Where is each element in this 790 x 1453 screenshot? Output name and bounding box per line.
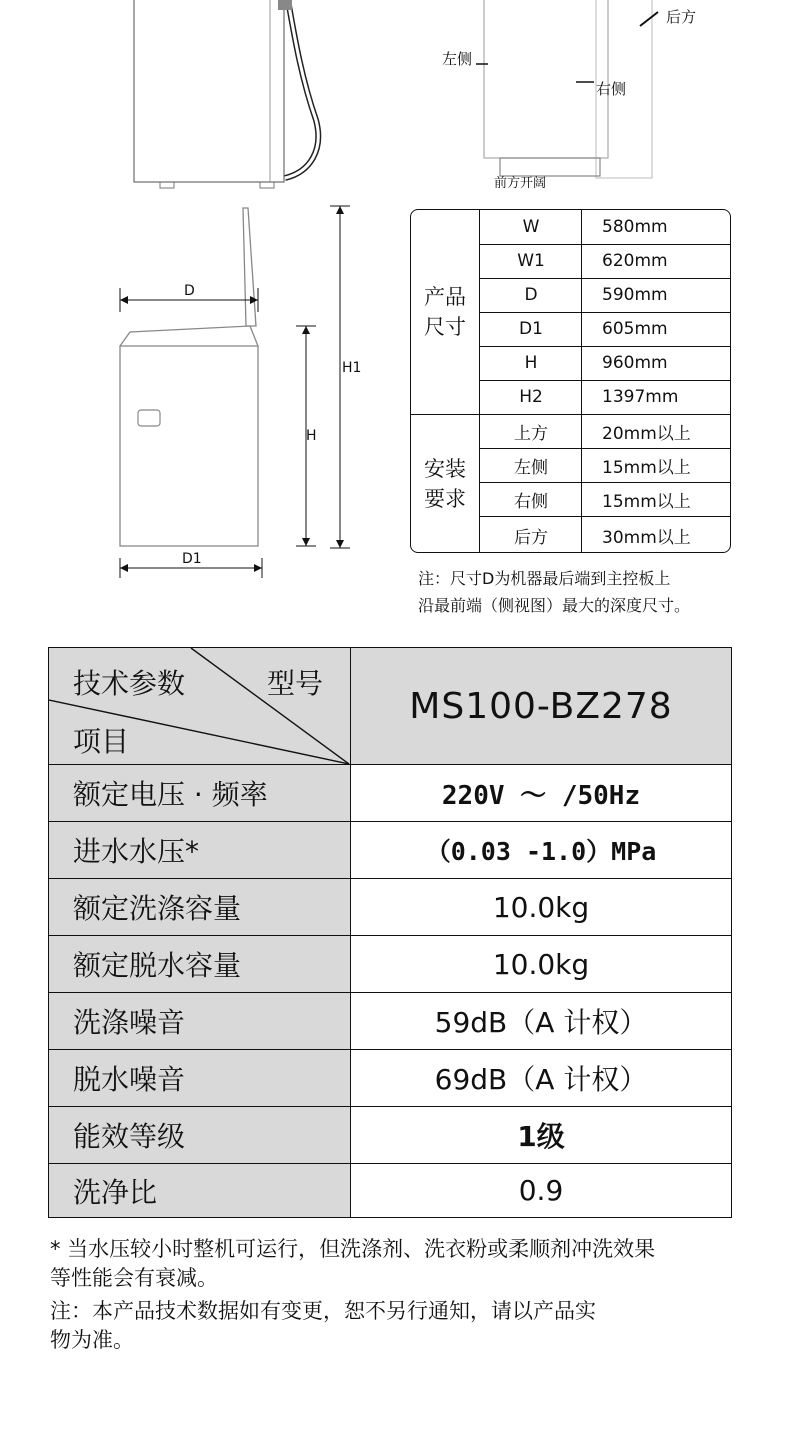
spec-row: 额定电压 · 频率 220V ～ /50Hz xyxy=(49,764,731,821)
model-number: MS100-BZ278 xyxy=(351,648,731,764)
dim-label-h1: H1 xyxy=(342,360,362,376)
dim-row: D 590mm xyxy=(479,278,730,312)
clearance-label-right: 右侧 xyxy=(596,80,627,98)
spec-header-model-label: 型号 xyxy=(267,667,324,700)
group-label-text: 产品 尺寸 xyxy=(424,285,466,339)
spec-row: 进水水压* （0.03 -1.0）MPa xyxy=(49,821,731,878)
dim-label-h: H xyxy=(306,428,317,444)
dim-row: W 580mm xyxy=(479,210,730,244)
spec-row: 额定洗涤容量 10.0kg xyxy=(49,878,731,935)
dim-label-d: D xyxy=(184,283,195,299)
clearance-label-front: 前方开阔 xyxy=(494,176,547,191)
dim-label-d1: D1 xyxy=(182,551,202,567)
dimension-note-line2: 沿最前端（侧视图）最大的深度尺寸。 xyxy=(418,596,691,615)
spec-table xyxy=(48,647,732,1218)
group-label-text: 安装 要求 xyxy=(424,457,466,511)
spec-row: 能效等级 1级 xyxy=(49,1106,731,1163)
dim-row: 上方 20mm以上 xyxy=(479,414,730,448)
clearance-view-illustration xyxy=(430,0,730,195)
dim-row: W1 620mm xyxy=(479,244,730,278)
footnote-star-line2: 等性能会有衰减。 xyxy=(50,1266,218,1290)
footnote-note-line1: 注：本产品技术数据如有变更，恕不另行通知，请以产品实 xyxy=(50,1299,596,1323)
dimension-table xyxy=(410,209,731,553)
clearance-label-left: 左侧 xyxy=(442,50,473,68)
dim-row: H 960mm xyxy=(479,346,730,380)
dim-row: D1 605mm xyxy=(479,312,730,346)
footnote-note-line2: 物为准。 xyxy=(50,1328,134,1352)
spec-header-item: 项目 xyxy=(73,725,130,758)
group-label-product-size xyxy=(411,210,479,414)
dim-row: 后方 30mm以上 xyxy=(479,516,730,553)
spec-row: 脱水噪音 69dB（A 计权） xyxy=(49,1049,731,1106)
clearance-label-back: 后方 xyxy=(666,8,697,26)
spec-header-params: 技术参数 xyxy=(73,667,186,700)
spec-row: 洗涤噪音 59dB（A 计权） xyxy=(49,992,731,1049)
footnote-star-line1: * 当水压较小时整机可运行，但洗涤剂、洗衣粉或柔顺剂冲洗效果 xyxy=(50,1237,656,1261)
dimension-note-line1: 注：尺寸D为机器最后端到主控板上 xyxy=(418,569,671,588)
dim-row: 右侧 15mm以上 xyxy=(479,482,730,516)
front-view-illustration xyxy=(120,0,340,195)
spec-row: 洗净比 0.9 xyxy=(49,1163,731,1217)
group-label-install xyxy=(411,414,479,553)
spec-header-corner xyxy=(49,648,351,764)
dim-row: H2 1397mm xyxy=(479,380,730,414)
spec-row: 额定脱水容量 10.0kg xyxy=(49,935,731,992)
dim-row: 左侧 15mm以上 xyxy=(479,448,730,482)
side-view-illustration xyxy=(110,196,370,584)
